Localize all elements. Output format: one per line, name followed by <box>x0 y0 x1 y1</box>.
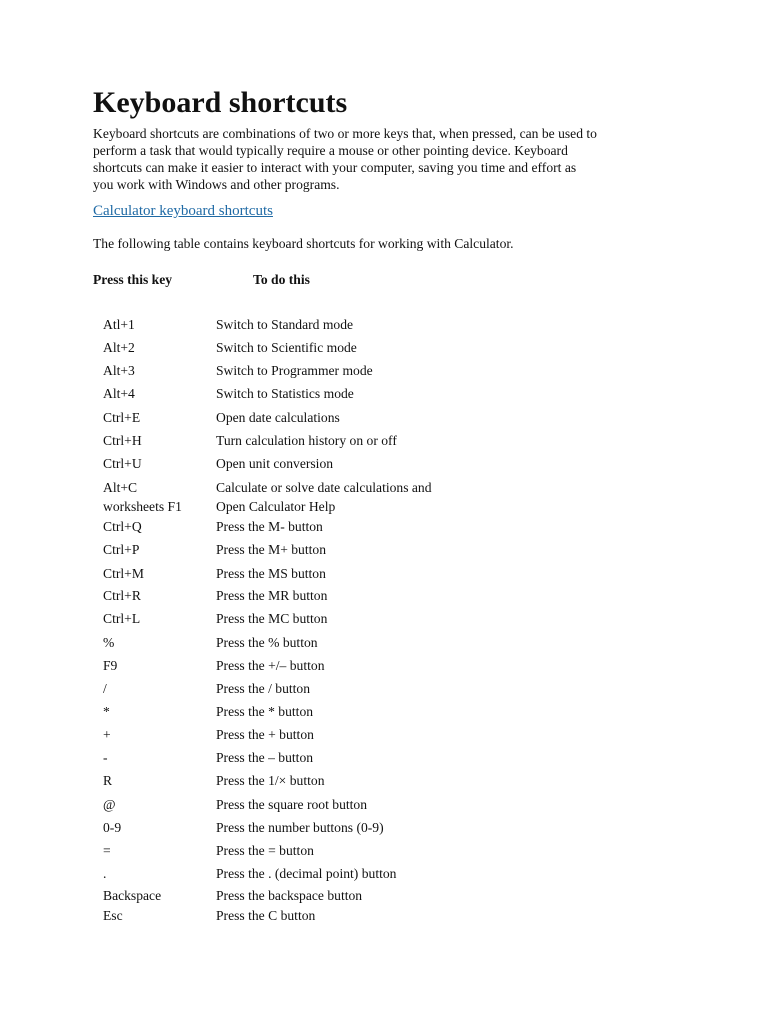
section-heading-link[interactable]: Calculator keyboard shortcuts <box>93 203 273 219</box>
shortcut-action: Press the MS button <box>216 566 326 581</box>
shortcut-key: R <box>103 773 113 788</box>
shortcut-action: Open date calculations <box>216 410 340 425</box>
shortcut-action: Press the = button <box>216 843 314 858</box>
shortcut-action: Open Calculator Help <box>216 499 336 514</box>
shortcut-key: @ <box>103 797 116 812</box>
shortcut-action: Calculate or solve date calculations and <box>216 480 432 495</box>
shortcut-action: Turn calculation history on or off <box>216 433 397 448</box>
intro-line: perform a task that would typically require a mouse or other pointing device. Keyboard <box>93 143 568 158</box>
shortcut-action: Switch to Statistics mode <box>216 386 354 401</box>
page-title: Keyboard shortcuts <box>93 86 348 119</box>
shortcut-action: Press the MR button <box>216 588 328 603</box>
shortcut-action: Press the / button <box>216 681 311 696</box>
shortcut-key: Ctrl+M <box>103 566 144 581</box>
shortcut-key: Alt+3 <box>103 363 135 378</box>
shortcut-key: + <box>103 727 111 742</box>
shortcut-key: Esc <box>103 908 123 923</box>
shortcut-key: Ctrl+U <box>103 456 142 471</box>
shortcut-action: Open unit conversion <box>216 456 334 471</box>
column-header-action: To do this <box>253 272 310 287</box>
column-header-key: Press this key <box>93 272 173 287</box>
shortcut-key: F9 <box>103 658 118 673</box>
shortcut-key: Ctrl+E <box>103 410 141 425</box>
shortcut-key: - <box>103 750 108 765</box>
shortcut-key: . <box>103 866 107 881</box>
shortcut-action: Press the +/– button <box>216 658 325 673</box>
shortcut-key: Ctrl+P <box>103 542 140 557</box>
shortcut-action: Press the square root button <box>216 797 368 812</box>
shortcut-key: Alt+4 <box>103 386 135 401</box>
intro-line: shortcuts can make it easier to interact with your computer, saving you time and effort as <box>93 160 577 175</box>
shortcut-key: = <box>103 843 111 858</box>
shortcut-action: Press the number buttons (0-9) <box>216 820 384 835</box>
shortcut-action: Switch to Standard mode <box>216 317 354 332</box>
shortcut-action: Press the . (decimal point) button <box>216 866 397 881</box>
shortcut-action: Switch to Scientific mode <box>216 340 357 355</box>
shortcut-action: Press the * button <box>216 704 314 719</box>
shortcut-key: % <box>103 635 115 650</box>
shortcut-key: Ctrl+H <box>103 433 142 448</box>
shortcut-key: 0-9 <box>103 820 122 835</box>
shortcut-key: Backspace <box>103 888 162 903</box>
shortcut-key: Alt+C <box>103 480 138 495</box>
shortcut-action: Press the M+ button <box>216 542 326 557</box>
shortcut-action: Press the M- button <box>216 519 323 534</box>
shortcut-key: Ctrl+Q <box>103 519 142 534</box>
shortcut-action: Press the MC button <box>216 611 328 626</box>
shortcut-key: Alt+2 <box>103 340 135 355</box>
intro-line: Keyboard shortcuts are combinations of two or more keys that, when pressed, can be used to <box>93 126 597 141</box>
shortcut-key: Ctrl+L <box>103 611 141 626</box>
shortcut-key: Ctrl+R <box>103 588 141 603</box>
shortcut-key: worksheets F1 <box>103 499 182 514</box>
shortcut-action: Press the 1/× button <box>216 773 325 788</box>
shortcut-key: / <box>103 681 107 696</box>
shortcut-action: Press the – button <box>216 750 314 765</box>
table-intro-text: The following table contains keyboard shortcuts for working with Calculator. <box>93 236 514 251</box>
shortcut-action: Switch to Programmer mode <box>216 363 373 378</box>
intro-line: you work with Windows and other programs. <box>93 177 340 192</box>
shortcut-action: Press the backspace button <box>216 888 363 903</box>
intro-paragraph <box>93 125 683 193</box>
shortcut-action: Press the + button <box>216 727 314 742</box>
shortcut-key: * <box>103 704 110 719</box>
shortcut-action: Press the % button <box>216 635 318 650</box>
shortcut-action: Press the C button <box>216 908 316 923</box>
shortcut-key: Atl+1 <box>103 317 135 332</box>
